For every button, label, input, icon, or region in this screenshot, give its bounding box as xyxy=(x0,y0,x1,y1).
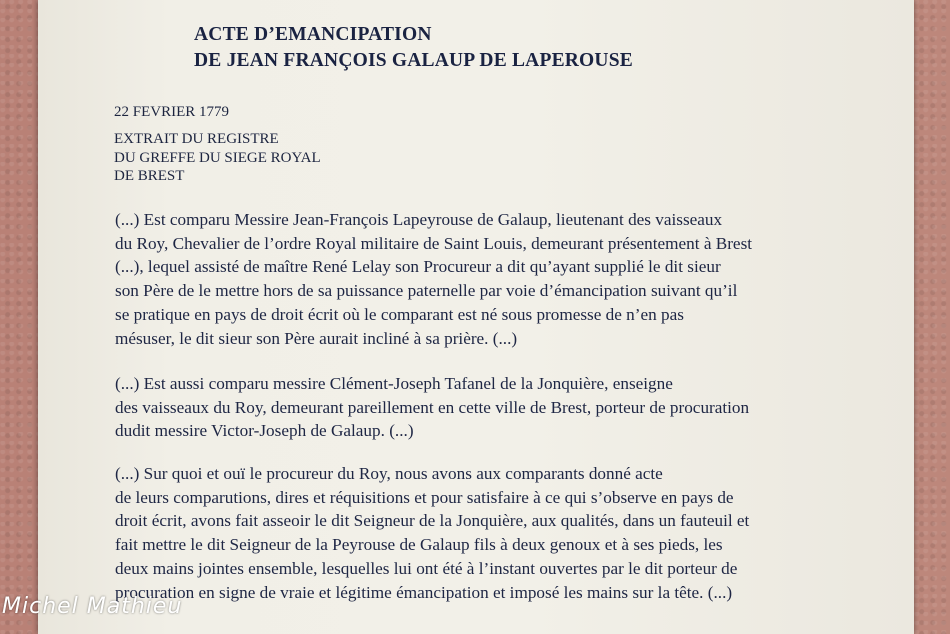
paragraph-line: droit écrit, avons fait asseoir le dit Seigneur de la Jonquière, aux qualités, dans un fauteuil et xyxy=(115,511,750,531)
paragraph-line: dudit messire Victor-Joseph de Galaup. (...) xyxy=(115,421,414,441)
paragraph-line: des vaisseaux du Roy, demeurant pareillement en cette ville de Brest, porteur de procuration xyxy=(115,397,750,417)
title-line-1: ACTE D’EMANCIPATION xyxy=(194,24,432,45)
document-date: 22 FEVRIER 1779 xyxy=(114,104,230,120)
paragraph-line: du Roy, Chevalier de l’ordre Royal militaire de Saint Louis, demeurant présentement à Brest xyxy=(115,233,753,253)
paragraph-line: fait mettre le dit Seigneur de la Peyrouse de Galaup fils à deux genoux et à ses pieds, les xyxy=(115,535,723,555)
paragraph-line: procuration en signe de vraie et légitime émancipation et imposé les mains sur la tête. (...) xyxy=(115,582,733,602)
document-title xyxy=(194,22,633,74)
extract-line-3: DE BREST xyxy=(114,168,185,184)
paragraph-line: (...), lequel assisté de maître René Lelay son Procureur a dit qu’ayant supplié le dit sieur xyxy=(115,257,721,277)
paragraph-line: mésuser, le dit sieur son Père aurait incliné à sa prière. (...) xyxy=(115,328,518,348)
extract-line-1: EXTRAIT DU REGISTRE xyxy=(114,131,279,147)
paragraph-2 xyxy=(115,372,749,443)
paragraph-3 xyxy=(115,462,749,604)
paragraph-line: de leurs comparutions, dires et réquisitions et pour satisfaire à ce qui s’observe en pays de xyxy=(115,487,734,507)
paragraph-line: deux mains jointes ensemble, lesquelles lui ont été à l’instant ouvertes par le dit porteur de xyxy=(115,558,738,578)
photographer-signature: Michel Mathieu xyxy=(2,594,183,619)
wall-left xyxy=(0,0,40,634)
wall-right xyxy=(914,0,950,634)
title-line-2: DE JEAN FRANÇOIS GALAUP DE LAPEROUSE xyxy=(194,50,633,71)
paragraph-line: son Père de le mettre hors de sa puissance paternelle par voie d’émancipation suivant qu’il xyxy=(115,281,738,301)
paragraph-line: (...) Est comparu Messire Jean-François Lapeyrouse de Galaup, lieutenant des vaisseaux xyxy=(115,210,723,229)
extract-line-2: DU GREFFE DU SIEGE ROYAL xyxy=(114,149,321,166)
plaque xyxy=(38,0,914,634)
paragraph-line: (...) Est aussi comparu messire Clément-Joseph Tafanel de la Jonquière, enseigne xyxy=(115,374,673,393)
paragraph-line: se pratique en pays de droit écrit où le comparant est né sous promesse de n’en pas xyxy=(115,304,684,324)
extract-header xyxy=(114,130,321,186)
paragraph-1 xyxy=(115,208,752,350)
paragraph-line: (...) Sur quoi et ouï le procureur du Roy, nous avons aux comparants donné acte xyxy=(115,464,663,483)
